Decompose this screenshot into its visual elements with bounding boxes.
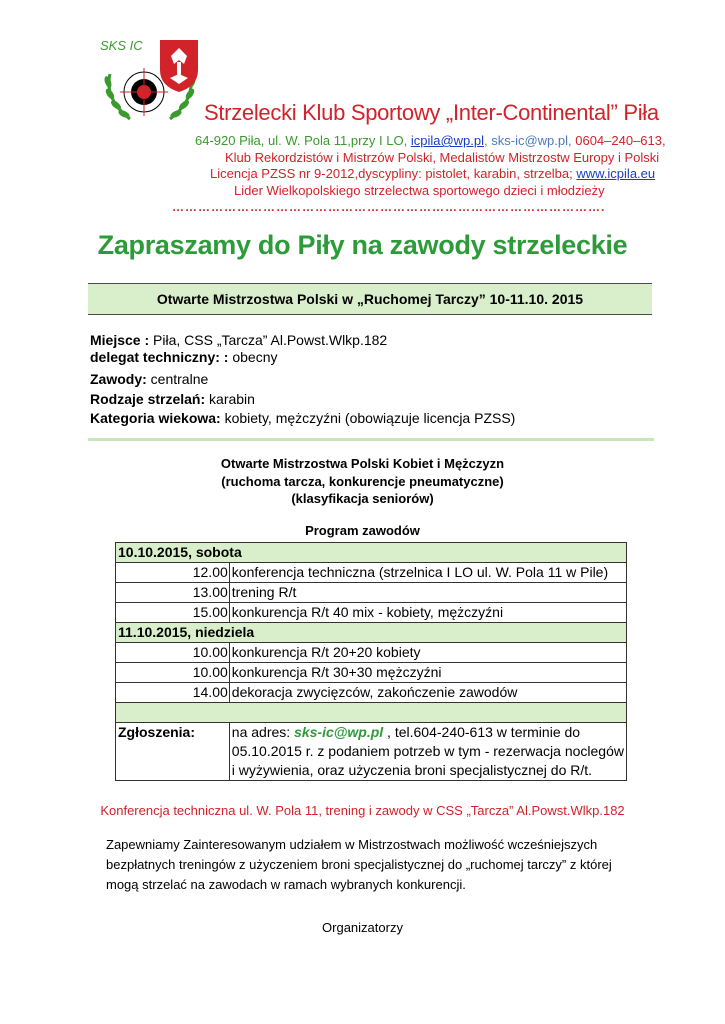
registration-phone: , tel.604-240-613 w terminie do [383, 724, 581, 740]
registration-details [229, 723, 626, 781]
contact-line [195, 133, 666, 148]
email-sks-ic: sks-ic@wp.pl, [491, 133, 572, 148]
registration-label: Zgłoszenia: [116, 723, 230, 781]
desc-cell: trening R/t [229, 583, 626, 603]
section-classification: (klasyfikacja seniorów) [291, 491, 434, 506]
event-banner: Otwarte Mistrzostwa Polski w „Ruchomej Tarczy” 10-11.10. 2015 [88, 283, 652, 315]
info-delegat [90, 349, 278, 365]
desc-cell: konkurencja R/t 40 mix - kobiety, mężczyźni [229, 603, 626, 623]
section-divider [88, 438, 654, 441]
delegat-label: delegat techniczny: : [90, 349, 229, 365]
registration-line3: i wyżywienia, oraz użyczenia broni specjalistycznej do R/t. [231, 762, 593, 778]
desc-cell: dekoracja zwycięzców, zakończenie zawodów [229, 683, 626, 703]
empty-cell [116, 703, 627, 723]
logo-text [100, 38, 143, 53]
miejsce-label: Miejsce : [90, 332, 150, 348]
kategoria-label: Kategoria wiekowa: [90, 410, 221, 426]
website-link[interactable]: www.icpila.eu [576, 166, 656, 181]
organizers-signature: Organizatorzy [322, 920, 403, 935]
time-cell: 10.00 [116, 643, 230, 663]
day1-header: 10.10.2015, sobota [116, 543, 627, 563]
club-title: Strzelecki Klub Sportowy „Inter-Continental” Piła [204, 100, 659, 125]
zawody-label: Zawody: [90, 371, 147, 387]
table-row [116, 643, 627, 663]
phone-number: 0604–240–613, [575, 133, 666, 148]
registration-email[interactable]: sks-ic@wp.pl [294, 724, 384, 740]
time-cell: 13.00 [116, 583, 230, 603]
dotted-separator: ………………………………………………………………………………………. [172, 200, 606, 214]
leader-line: Lider Wielkopolskiego strzelectwa sportowego dzieci i młodzieży [234, 183, 605, 198]
table-row-day [116, 623, 627, 643]
club-logo [100, 34, 200, 124]
license-line [210, 166, 655, 181]
time-cell: 10.00 [116, 663, 230, 683]
program-title: Program zawodów [305, 523, 420, 538]
page-headline: Zapraszamy do Piły na zawody strzeleckie [97, 230, 628, 260]
table-row [116, 603, 627, 623]
training-paragraph: Zapewniamy Zainteresowanym udziałem w Mistrzostwach możliwość wcześniejszych bezpłatnych treningów z użyczeniem broni specjalistycznej do „ruchomej tarczy” z której mogą strzelać na zawodach w ramach wybranych konkurencji. [106, 837, 612, 892]
address-text: 64-920 Piła, ul. W. Pola 11,przy I LO, [195, 133, 408, 148]
email-link-icpila[interactable]: icpila@wp.pl [410, 133, 484, 148]
day2-header: 11.10.2015, niedziela [116, 623, 627, 643]
table-row [116, 683, 627, 703]
conference-note: Konferencja techniczna ul. W. Pola 11, trening i zawody w CSS „Tarcza” Al.Powst.Wlkp.182 [100, 803, 625, 818]
table-row [116, 583, 627, 603]
club-achievements: Klub Rekordzistów i Mistrzów Polski, Medalistów Mistrzostw Europy i Polski [225, 150, 660, 165]
info-miejsce [90, 332, 387, 348]
email-separator: , [484, 133, 492, 148]
table-row [116, 663, 627, 683]
table-row-registration [116, 723, 627, 781]
license-text: Licencja PZSS nr 9-2012,dyscypliny: pistolet, karabin, strzelba; [210, 166, 573, 181]
registration-line2: 05.10.2015 r. z podaniem potrzeb w tym - rezerwacja noclegów [231, 743, 624, 759]
table-row-day [116, 543, 627, 563]
desc-cell: konkurencja R/t 20+20 kobiety [229, 643, 626, 663]
time-cell: 15.00 [116, 603, 230, 623]
info-kategoria [90, 410, 515, 426]
time-cell: 12.00 [116, 563, 230, 583]
miejsce-value: Piła, CSS „Tarcza” Al.Powst.Wlkp.182 [149, 332, 388, 348]
logo-text-value: SKS IC [100, 38, 143, 53]
section-title: Otwarte Mistrzostwa Polski Kobiet i Mężczyzn [220, 456, 505, 471]
info-zawody [90, 371, 208, 387]
time-cell: 14.00 [116, 683, 230, 703]
section-subtitle: (ruchoma tarcza, konkurencje pneumatyczne) [221, 474, 504, 489]
table-row-empty [116, 703, 627, 723]
table-row [116, 563, 627, 583]
desc-cell: konkurencja R/t 30+30 mężczyźni [229, 663, 626, 683]
info-rodzaje [90, 391, 255, 407]
delegat-value: obecny [228, 349, 278, 365]
rodzaje-label: Rodzaje strzelań: [90, 391, 206, 407]
registration-prefix: na adres: [231, 724, 295, 740]
desc-cell: konferencja techniczna (strzelnica I LO ul. W. Pola 11 w Pile) [229, 563, 626, 583]
program-table [115, 542, 627, 781]
rodzaje-value: karabin [205, 391, 255, 407]
kategoria-value: kobiety, mężczyźni (obowiązuje licencja PZSS) [220, 410, 516, 426]
zawody-value: centralne [146, 371, 209, 387]
